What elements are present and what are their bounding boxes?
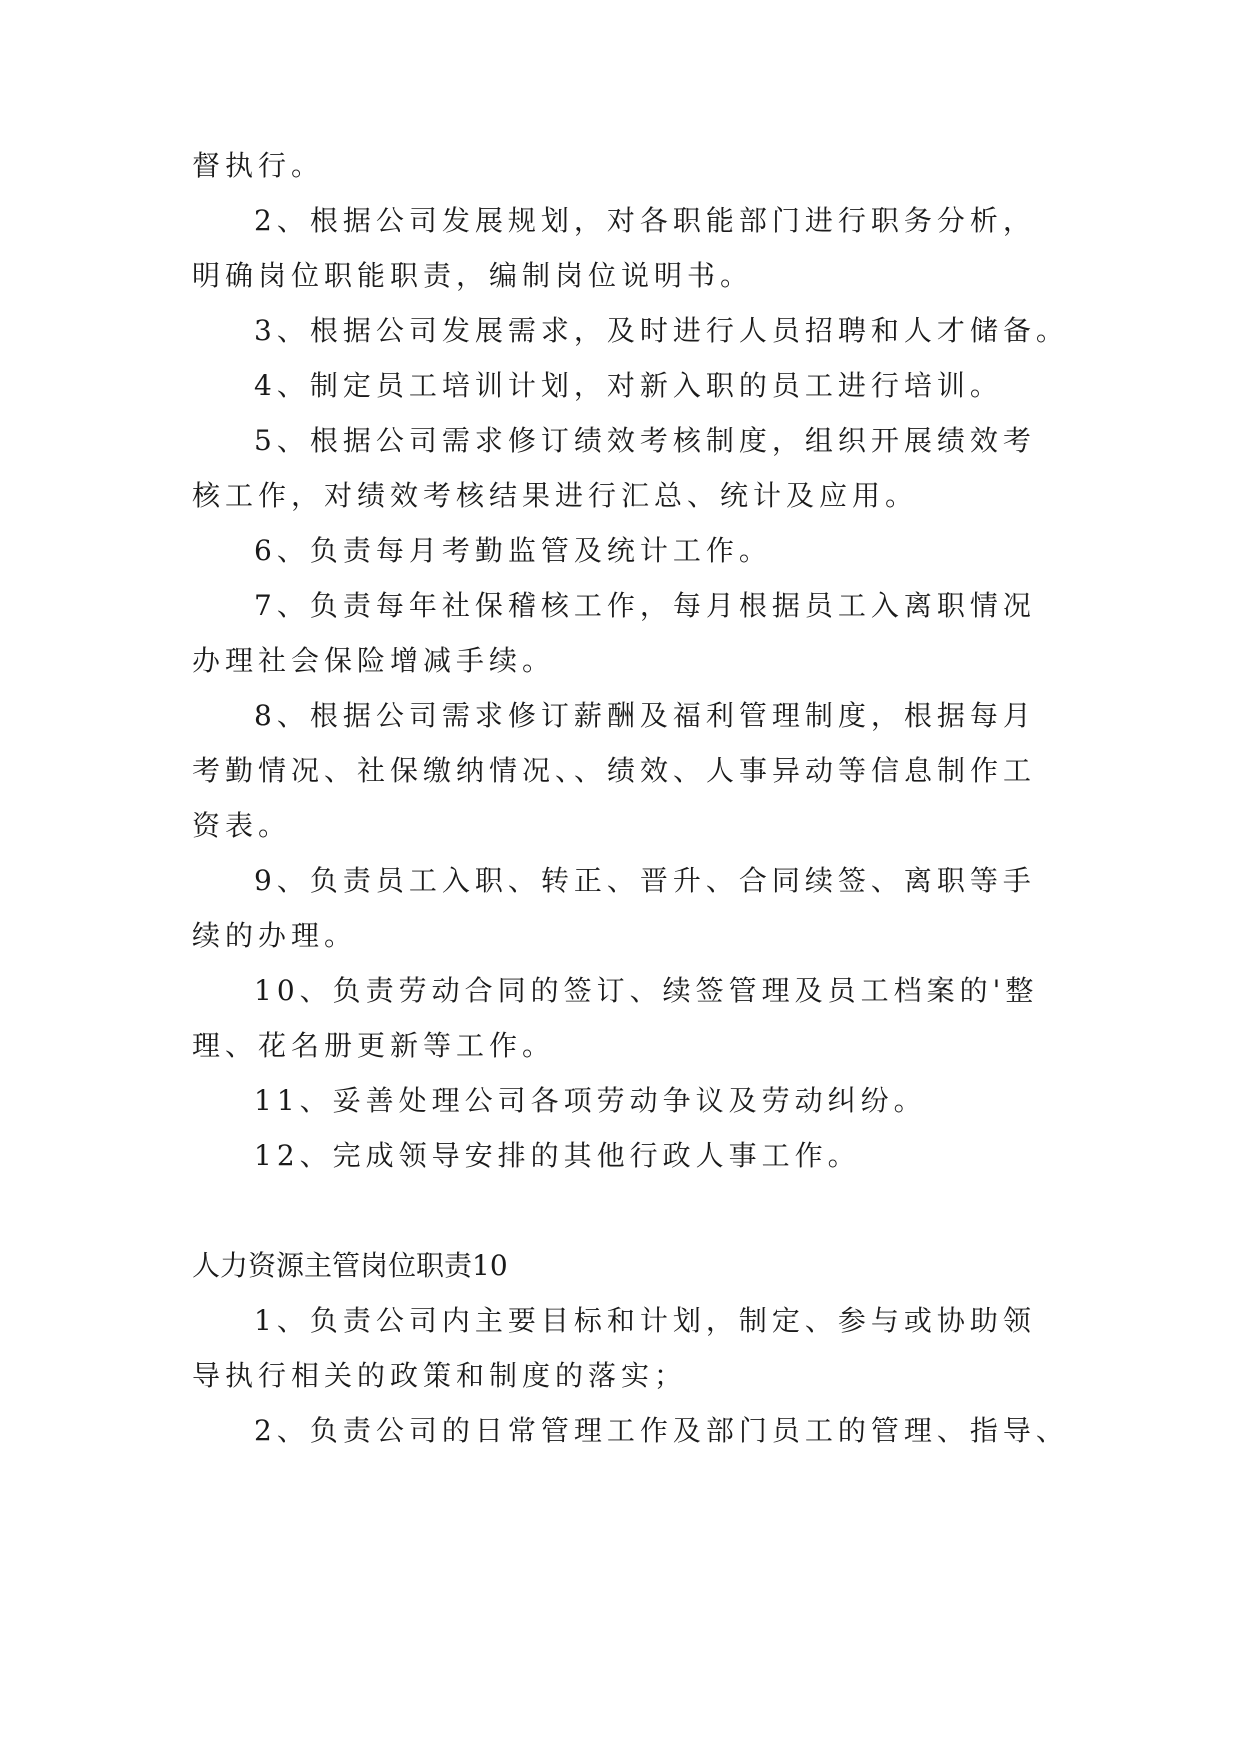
paragraph-line: 5、根据公司需求修订绩效考核制度，组织开展绩效考 [254, 424, 1036, 457]
paragraph-line: 7、负责每年社保稽核工作，每月根据员工入离职情况 [254, 589, 1036, 622]
paragraph-line: 导执行相关的政策和制度的落实； [192, 1359, 688, 1392]
section-title: 人力资源主管岗位职责10 [192, 1249, 508, 1282]
paragraph-line: 3、根据公司发展需求，及时进行人员招聘和人才储备。 [254, 314, 1069, 347]
paragraph-line: 6、负责每月考勤监管及统计工作。 [254, 534, 772, 567]
paragraph-line: 办理社会保险增减手续。 [192, 644, 556, 677]
paragraph-line: 续的办理。 [192, 919, 358, 952]
paragraph-line: 1、负责公司内主要目标和计划，制定、参与或协助领 [254, 1304, 1036, 1337]
paragraph-line: 核工作，对绩效考核结果进行汇总、统计及应用。 [192, 479, 919, 512]
paragraph-line: 10、负责劳动合同的签订、续签管理及员工档案的'整 [254, 974, 1039, 1007]
paragraph-line: 考勤情况、社保缴纳情况、、绩效、人事异动等信息制作工 [192, 754, 1037, 787]
paragraph-line: 12、完成领导安排的其他行政人事工作。 [254, 1139, 861, 1172]
paragraph-line: 督执行。 [192, 149, 325, 182]
paragraph-line: 4、制定员工培训计划，对新入职的员工进行培训。 [254, 369, 1003, 402]
paragraph-line: 理、花名册更新等工作。 [192, 1029, 556, 1062]
paragraph-line: 明确岗位职能职责，编制岗位说明书。 [192, 259, 754, 292]
paragraph-line: 资表。 [192, 809, 292, 842]
paragraph-line: 2、负责公司的日常管理工作及部门员工的管理、指导、 [254, 1414, 1069, 1447]
paragraph-line: 9、负责员工入职、转正、晋升、合同续签、离职等手 [254, 864, 1036, 897]
paragraph-line: 11、妥善处理公司各项劳动争议及劳动纠纷。 [254, 1084, 927, 1117]
paragraph-line: 2、根据公司发展规划，对各职能部门进行职务分析， [254, 204, 1036, 237]
paragraph-line: 8、根据公司需求修订薪酬及福利管理制度，根据每月 [254, 699, 1036, 732]
